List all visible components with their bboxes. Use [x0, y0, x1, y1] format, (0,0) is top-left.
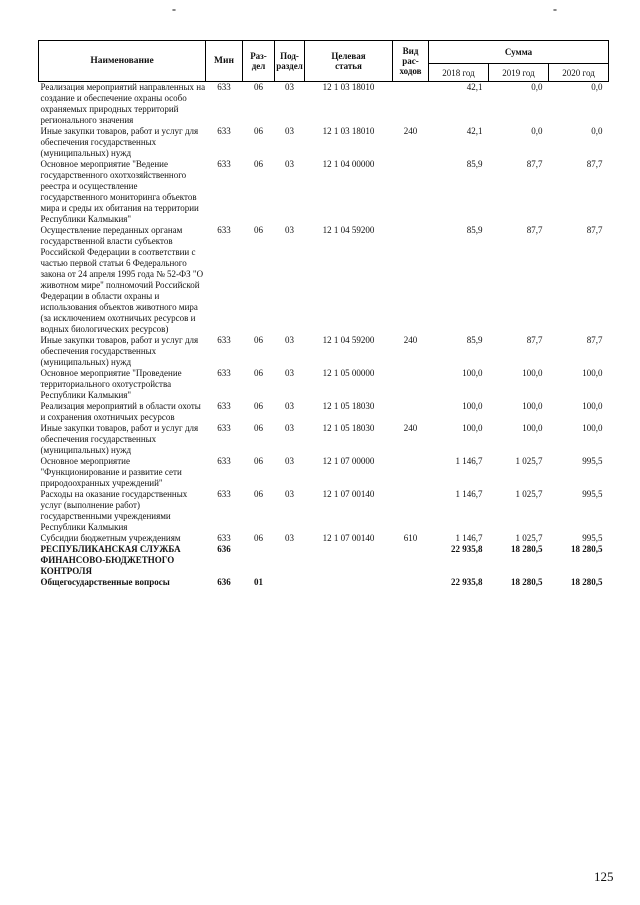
row-sum-2020: 100,0 [582, 401, 603, 411]
row-sum-2020: 18 280,5 [571, 544, 603, 554]
row-sum-2020: 995,5 [582, 533, 603, 543]
row-sum-2018: 1 146,7 [455, 489, 483, 499]
row-sum-2020: 100,0 [582, 368, 603, 378]
row-podrazdel: 03 [285, 423, 294, 433]
row-sum-2019: 0,0 [531, 126, 543, 136]
row-podrazdel: 03 [285, 335, 294, 345]
row-podrazdel: 03 [285, 82, 294, 92]
row-razdel: 06 [254, 533, 263, 543]
row-target [305, 544, 393, 577]
row-sum-2019: 87,7 [526, 225, 543, 235]
row-podrazdel: 03 [285, 159, 294, 169]
header-year-2020: 2020 год [549, 64, 609, 82]
row-sum-2020: 87,7 [586, 335, 603, 345]
row-podrazdel: 03 [285, 401, 294, 411]
row-sum-2020: 18 280,5 [571, 577, 603, 587]
row-sum-2018: 85,9 [466, 225, 483, 235]
row-sum-2019: 100,0 [522, 401, 543, 411]
table-row [39, 159, 609, 225]
table-row [39, 401, 609, 423]
header-podrazdel: Под- раздел [275, 41, 305, 82]
row-sum-2018: 22 935,8 [451, 577, 483, 587]
row-name: Реализация мероприятий в области охоты и сохранения охотничьих ресурсов [40, 401, 201, 422]
row-sum-2019: 1 025,7 [515, 456, 543, 466]
row-target: 12 1 07 00000 [322, 456, 375, 466]
row-podrazdel: 03 [285, 456, 294, 466]
row-vid [393, 577, 429, 588]
budget-table [38, 40, 609, 588]
row-vid: 240 [403, 335, 418, 345]
row-target: 12 1 07 00140 [322, 489, 375, 499]
row-name: Расходы на оказание государственных услуг (выполнение работ) государственными учреждениями Республики Калмыкия [40, 489, 188, 532]
row-name: Реализация мероприятий направленных на создание и обеспечение охраны особо охраняемых природных территорий регионального значения [40, 82, 206, 125]
row-sum-2018: 42,1 [466, 126, 483, 136]
row-sum-2019: 100,0 [522, 368, 543, 378]
row-razdel: 06 [254, 82, 263, 92]
row-sum-2018: 22 935,8 [451, 544, 483, 554]
row-min: 633 [217, 368, 231, 378]
row-min: 633 [217, 489, 231, 499]
row-sum-2020: 995,5 [582, 489, 603, 499]
row-razdel: 06 [254, 423, 263, 433]
row-min: 636 [217, 577, 231, 587]
header-name: Наименование [39, 41, 206, 82]
row-target: 12 1 07 00140 [322, 533, 375, 543]
row-min: 633 [217, 225, 231, 235]
row-sum-2019: 100,0 [522, 423, 543, 433]
row-name: Общегосударственные вопросы [40, 577, 170, 587]
row-name: Основное мероприятие "Проведение территориального охотустройства Республики Калмыкия" [40, 368, 182, 400]
row-podrazdel: 03 [285, 126, 294, 136]
row-podrazdel [275, 544, 305, 577]
row-podrazdel [275, 577, 305, 588]
row-sum-2020: 87,7 [586, 159, 603, 169]
row-razdel: 06 [254, 368, 263, 378]
row-sum-2019: 0,0 [531, 82, 543, 92]
row-min: 633 [217, 159, 231, 169]
row-min: 633 [217, 82, 231, 92]
row-vid [393, 489, 429, 533]
row-sum-2018: 100,0 [462, 368, 483, 378]
row-vid [393, 401, 429, 423]
row-min: 633 [217, 401, 231, 411]
header-vid: Вид рас- ходов [393, 41, 429, 82]
row-sum-2018: 85,9 [466, 159, 483, 169]
row-name: Иные закупки товаров, работ и услуг для обеспечения государственных (муниципальных) нужд [40, 126, 199, 158]
row-sum-2019: 18 280,5 [511, 544, 543, 554]
row-target: 12 1 04 59200 [322, 225, 375, 235]
row-target: 12 1 04 59200 [322, 335, 375, 345]
row-target: 12 1 03 18010 [322, 126, 375, 136]
table-row [39, 335, 609, 368]
row-sum-2020: 0,0 [591, 126, 603, 136]
row-podrazdel: 03 [285, 368, 294, 378]
row-sum-2019: 1 025,7 [515, 533, 543, 543]
row-target: 12 1 05 18030 [322, 401, 375, 411]
row-sum-2020: 87,7 [586, 225, 603, 235]
table-row [39, 577, 609, 588]
header-razdel: Раз- дел [243, 41, 275, 82]
table-row [39, 489, 609, 533]
row-min: 633 [217, 335, 231, 345]
row-vid [393, 225, 429, 335]
row-min: 633 [217, 456, 231, 466]
header-year-2018: 2018 год [429, 64, 489, 82]
row-target: 12 1 05 00000 [322, 368, 375, 378]
header-target: Целевая статья [305, 41, 393, 82]
row-razdel [243, 544, 275, 577]
row-sum-2019: 1 025,7 [515, 489, 543, 499]
top-mark-right: - [553, 2, 557, 16]
row-sum-2020: 0,0 [591, 82, 603, 92]
row-name: Осуществление переданных органам государственной власти субъектов Российской Федерации в соответствии с частью первой статьи 6 Федерального закона от 24 апреля 1995 года № 52-ФЗ "О животном мире" полномочий Российской Федерации в области охраны и использования объектов животного мира (за исключением охотничьих ресурсов и водных биологических ресурсов) [40, 225, 204, 334]
row-sum-2019: 87,7 [526, 159, 543, 169]
row-razdel: 06 [254, 489, 263, 499]
row-target: 12 1 04 00000 [322, 159, 375, 169]
row-sum-2020: 995,5 [582, 456, 603, 466]
row-vid [393, 159, 429, 225]
row-sum-2019: 18 280,5 [511, 577, 543, 587]
row-sum-2018: 1 146,7 [455, 456, 483, 466]
row-vid: 240 [403, 423, 418, 433]
row-sum-2018: 42,1 [466, 82, 483, 92]
row-sum-2020: 100,0 [582, 423, 603, 433]
header-min: Мин [206, 41, 243, 82]
top-mark-left: - [172, 2, 176, 16]
row-vid: 240 [403, 126, 418, 136]
row-target: 12 1 03 18010 [322, 82, 375, 92]
page-number: 125 [594, 869, 614, 884]
row-name: Основное мероприятие "Ведение государственного охотхозяйственного реестра и осуществление государственного мониторинга объектов мира и среды их обитания на территории Республики Калмыкия" [40, 159, 199, 224]
table-row [39, 423, 609, 456]
row-name: Иные закупки товаров, работ и услуг для обеспечения государственных (муниципальных) нужд [40, 335, 199, 367]
row-min: 636 [217, 544, 231, 554]
table-body [39, 82, 609, 589]
row-vid: 610 [403, 533, 418, 543]
header-year-2019: 2019 год [489, 64, 549, 82]
row-razdel: 01 [254, 577, 263, 587]
row-name: Основное мероприятие "Функционирование и развитие сети природоохранных учреждений" [40, 456, 182, 488]
row-target [305, 577, 393, 588]
row-vid [393, 82, 429, 127]
row-name: РЕСПУБЛИКАНСКАЯ СЛУЖБА ФИНАНСОВО-БЮДЖЕТНОГО КОНТРОЛЯ [40, 544, 181, 576]
row-vid [393, 368, 429, 401]
header-sum: Сумма [429, 41, 609, 64]
row-razdel: 06 [254, 401, 263, 411]
row-name: Субсидии бюджетным учреждениям [40, 533, 181, 543]
row-razdel: 06 [254, 335, 263, 345]
table-row [39, 126, 609, 159]
row-min: 633 [217, 423, 231, 433]
row-sum-2018: 1 146,7 [455, 533, 483, 543]
table-row [39, 82, 609, 127]
row-vid [393, 456, 429, 489]
row-vid [393, 544, 429, 577]
row-razdel: 06 [254, 159, 263, 169]
table-row [39, 544, 609, 577]
row-podrazdel: 03 [285, 533, 294, 543]
row-sum-2018: 85,9 [466, 335, 483, 345]
table-row [39, 533, 609, 544]
row-podrazdel: 03 [285, 225, 294, 235]
row-podrazdel: 03 [285, 489, 294, 499]
row-razdel: 06 [254, 456, 263, 466]
row-sum-2018: 100,0 [462, 423, 483, 433]
row-min: 633 [217, 533, 231, 543]
row-name: Иные закупки товаров, работ и услуг для обеспечения государственных (муниципальных) нужд [40, 423, 199, 455]
row-razdel: 06 [254, 225, 263, 235]
row-sum-2018: 100,0 [462, 401, 483, 411]
table-row [39, 368, 609, 401]
row-target: 12 1 05 18030 [322, 423, 375, 433]
table-row [39, 456, 609, 489]
table-row [39, 225, 609, 335]
row-sum-2019: 87,7 [526, 335, 543, 345]
row-min: 633 [217, 126, 231, 136]
row-razdel: 06 [254, 126, 263, 136]
